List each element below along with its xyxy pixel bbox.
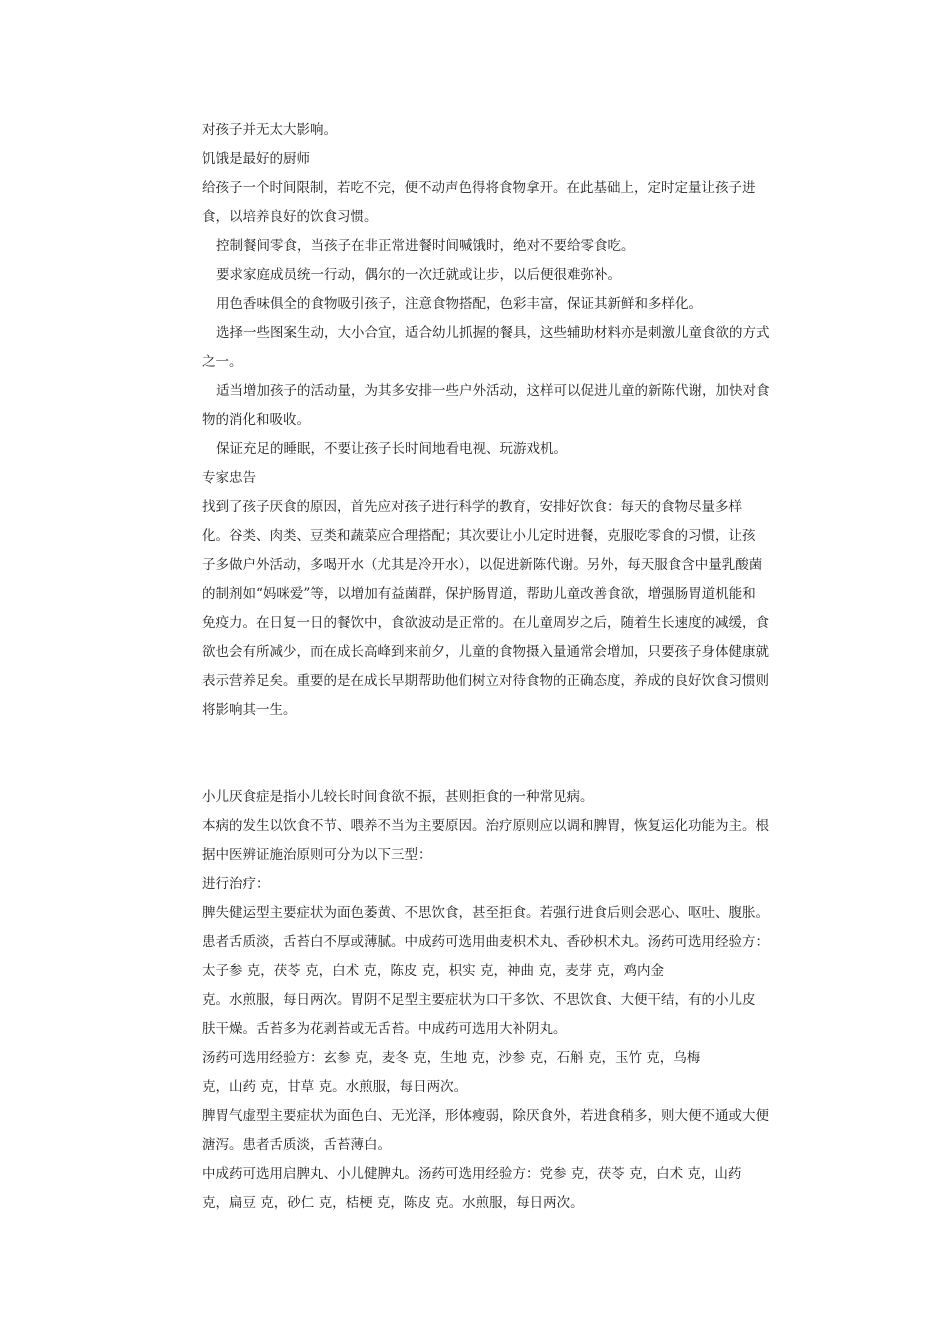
text-line: 脾失健运型主要症状为面色萎黄、不思饮食，甚至拒食。若强行进食后则会恶心、呕吐、腹胀。: [202, 905, 769, 921]
text-line: 用色香味俱全的食物吸引孩子，注意食物搭配，色彩丰富，保证其新鲜和多样化。: [216, 296, 702, 312]
text-line: 找到了孩子厌食的原因，首先应对孩子进行科学的教育，安排好饮食：每天的食物尽量多样: [202, 499, 742, 515]
text-line: 给孩子一个时间限制，若吃不完，便不动声色得将食物拿开。在此基础上，定时定量让孩子进: [202, 180, 756, 196]
text-line: 物的消化和吸收。: [202, 412, 310, 428]
text-line: 控制餐间零食，当孩子在非正常进餐时间喊饿时，绝对不要给零食吃。: [216, 238, 635, 254]
text-line: 将影响其一生。: [202, 702, 297, 718]
text-line: 保证充足的睡眠，不要让孩子长时间地看电视、玩游戏机。: [216, 441, 567, 457]
text-line: 要求家庭成员统一行动，偶尔的一次迁就或让步，以后便很难弥补。: [216, 267, 621, 283]
text-line: 表示营养足矣。重要的是在成长早期帮助他们树立对待食物的正确态度，养成的良好饮食习惯则: [202, 673, 769, 689]
text-line: 肤干燥。舌苔多为花剥苔或无舌苔。中成药可选用大补阴丸。: [202, 1021, 567, 1037]
text-line: 中成药可选用启脾丸、小儿健脾丸。汤药可选用经验方：党参 克，茯苓 克，白术 克，山药: [202, 1166, 742, 1182]
section-heading: 饥饿是最好的厨师: [202, 151, 310, 167]
text-line: 汤药可选用经验方：玄参 克，麦冬 克，生地 克，沙参 克，石斛 克，玉竹 克，乌梅: [202, 1050, 701, 1066]
text-line: 化。谷类、肉类、豆类和蔬菜应合理搭配；其次要让小儿定时进餐，克服吃零食的习惯，让孩: [202, 528, 756, 544]
text-line: 患者舌质淡，舌苔白不厚或薄腻。中成药可选用曲麦枳术丸、香砂枳术丸。汤药可选用经验方：: [202, 934, 769, 950]
text-line: 适当增加孩子的活动量，为其多安排一些户外活动，这样可以促进儿童的新陈代谢，加快对食: [216, 383, 770, 399]
text-line: 选择一些图案生动，大小合宜，适合幼儿抓握的餐具，这些辅助材料亦是刺激儿童食欲的方式: [216, 325, 770, 341]
text-line: 脾胃气虚型主要症状为面色白、无光泽，形体瘦弱，除厌食外，若进食稍多，则大便不通或大便: [202, 1108, 769, 1124]
text-line: 之一。: [202, 354, 243, 370]
text-line: 小儿厌食症是指小儿较长时间食欲不振，甚则拒食的一种常见病。: [202, 789, 594, 805]
text-line: 食，以培养良好的饮食习惯。: [202, 209, 378, 225]
text-line: 克，山药 克，甘草 克。水煎服，每日两次。: [202, 1079, 468, 1095]
text-line: 欲也会有所减少，而在成长高峰到来前夕，儿童的食物摄入量通常会增加，只要孩子身体健康就: [202, 644, 769, 660]
text-line: 本病的发生以饮食不节、喂养不当为主要原因。治疗原则应以调和脾胃，恢复运化功能为主。根: [202, 818, 769, 834]
text-line: 溏泻。患者舌质淡，舌苔薄白。: [202, 1137, 391, 1153]
text-line: 太子参 克，茯苓 克，白术 克，陈皮 克，枳实 克，神曲 克，麦芽 克，鸡内金: [202, 963, 665, 979]
text-line: 克。水煎服，每日两次。胃阴不足型主要症状为口干多饮、不思饮食、大便干结，有的小儿皮: [202, 992, 756, 1008]
text-line: 进行治疗：: [202, 876, 270, 892]
text-line: 据中医辨证施治原则可分为以下三型：: [202, 847, 432, 863]
text-line: 子多做户外活动，多喝开水（尤其是冷开水），以促进新陈代谢。另外，每天服食含中量乳酸菌: [202, 557, 763, 573]
text-line: 免疫力。在日复一日的餐饮中，食欲波动是正常的。在儿童周岁之后，随着生长速度的减缓，食: [202, 615, 769, 631]
text-line: 克，扁豆 克，砂仁 克，桔梗 克，陈皮 克。水煎服，每日两次。: [202, 1195, 584, 1211]
text-line: 的制剂如“妈咪爱”等，以增加有益菌群，保护肠胃道，帮助儿童改善食欲，增强肠胃道机能和: [202, 586, 756, 602]
text-line: 对孩子并无太大影响。: [202, 122, 337, 138]
section-heading: 专家忠告: [202, 470, 256, 486]
